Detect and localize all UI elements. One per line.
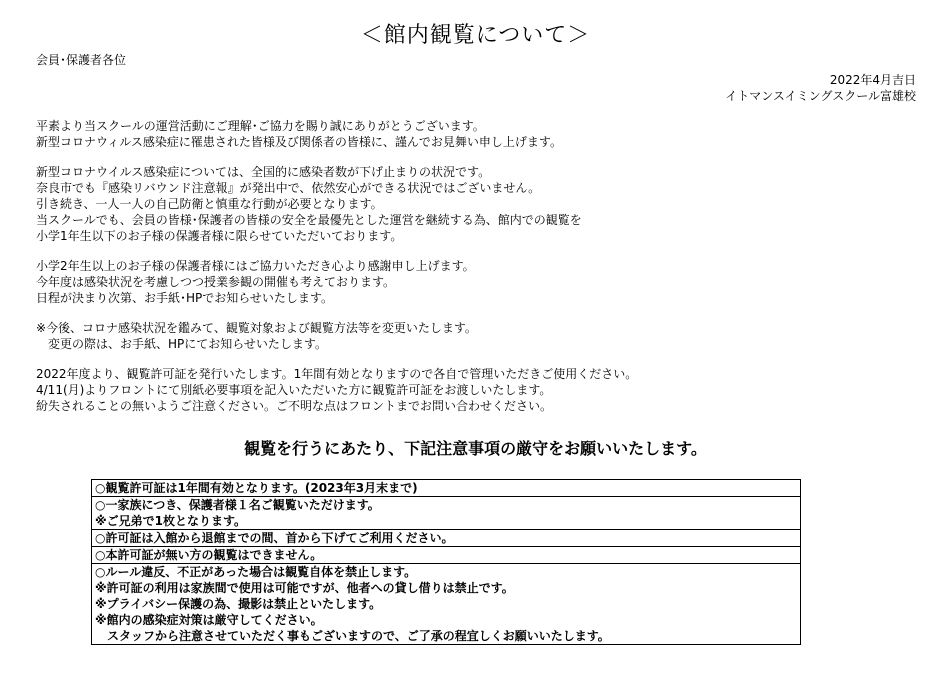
paragraph-line: 新型コロナウイルス感染症については、全国的に感染者数が下げ止まりの状況です。: [36, 165, 491, 179]
rule-line: ※許可証の利用は家族間で使用は可能ですが、他者への貸し借りは禁止です。: [95, 581, 514, 595]
paragraph-line: ※今後、コロナ感染状況を鑑みて、観覧対象および観覧方法等を変更いたします。: [36, 321, 477, 335]
date-sender-block: [725, 72, 916, 104]
paragraph-line: 小学2年生以上のお子様の保護者様にはご協力いただき心より感謝申し上げます。: [36, 259, 475, 273]
paragraph-line: 4/11(月)よりフロントにて別紙必要事項を記入いただいた方に観覧許可証をお渡しいたします。: [36, 383, 552, 397]
rule-line: ○本許可証が無い方の観覧はできません。: [95, 548, 323, 562]
notice-heading: 観覧を行うにあたり、下記注意事項の厳守をお願いいたします。: [244, 439, 707, 458]
paragraph-permit: [36, 366, 916, 414]
paragraph-situation: [36, 164, 916, 244]
paragraph-line: 今年度は感染状況を考慮しつつ授業参観の開催も考えております。: [36, 275, 396, 289]
paragraph-thanks: [36, 258, 916, 306]
paragraph-greeting: [36, 118, 916, 150]
paragraph-line: 引き続き、一人一人の自己防衛と慎重な行動が必要となります。: [36, 197, 383, 211]
paragraph-line: 日程が決まり次第、お手紙･HPでお知らせいたします。: [36, 291, 333, 305]
rule-line: ○観覧許可証は1年間有効となります。(2023年3月末まで): [95, 481, 418, 495]
rule-row: [92, 530, 800, 547]
body-text: [36, 118, 916, 428]
paragraph-line: 平素より当スクールの運営活動にご理解･ご協力を賜り誠にありがとうございます。: [36, 119, 485, 133]
rule-row: [92, 480, 800, 497]
paragraph-line: 小学1年生以下のお子様の保護者様に限らせていただいております。: [36, 229, 403, 243]
rule-line: ○ルール違反、不正があった場合は観覧自体を禁止します。: [95, 565, 417, 579]
paragraph-line: 奈良市でも『感染リバウンド注意報』が発出中で、依然安心ができる状況ではございません。: [36, 181, 541, 195]
rule-line: ○一家族につき、保護者様１名ご観覧いただけます。: [95, 498, 380, 512]
rule-line: ※ご兄弟で1枚となります。: [95, 514, 247, 528]
issue-date: 2022年4月吉日: [829, 73, 916, 87]
paragraph-line: 紛失されることの無いようご注意ください。ご不明な点はフロントまでお問い合わせください。: [36, 399, 553, 413]
paragraph-note: [36, 320, 916, 352]
paragraph-line: 2022年度より、観覧許可証を発行いたします。1年間有効となりますので各自で管理いただきご使用ください。: [36, 367, 638, 381]
paragraph-line: 新型コロナウィルス感染症に罹患された皆様及び関係者の皆様に、謹んでお見舞い申し上げます。: [36, 135, 562, 149]
rule-line: ※プライバシー保護の為、撮影は禁止といたします。: [95, 597, 382, 611]
paragraph-line: 当スクールでも、会員の皆様･保護者の皆様の安全を最優先とした運営を継続する為、館内での観覧を: [36, 213, 582, 227]
page-title: ＜館内観覧について＞: [360, 23, 591, 48]
rule-row: [92, 497, 800, 530]
rule-line: スタッフから注意させていただく事もございますので、ご了承の程宜しくお願いいたします。: [95, 629, 610, 643]
rules-table: [91, 479, 801, 645]
sender-name: イトマンスイミングスクール富雄校: [725, 89, 916, 103]
rule-line: ○許可証は入館から退館までの間、首から下げてご利用ください。: [95, 531, 454, 545]
addressee: 会員･保護者各位: [36, 53, 127, 67]
rule-line: ※館内の感染症対策は厳守してください。: [95, 613, 323, 627]
rule-row: [92, 547, 800, 564]
paragraph-line: 変更の際は、お手紙、HPにてお知らせいたします。: [36, 337, 327, 351]
rule-row: [92, 564, 800, 644]
